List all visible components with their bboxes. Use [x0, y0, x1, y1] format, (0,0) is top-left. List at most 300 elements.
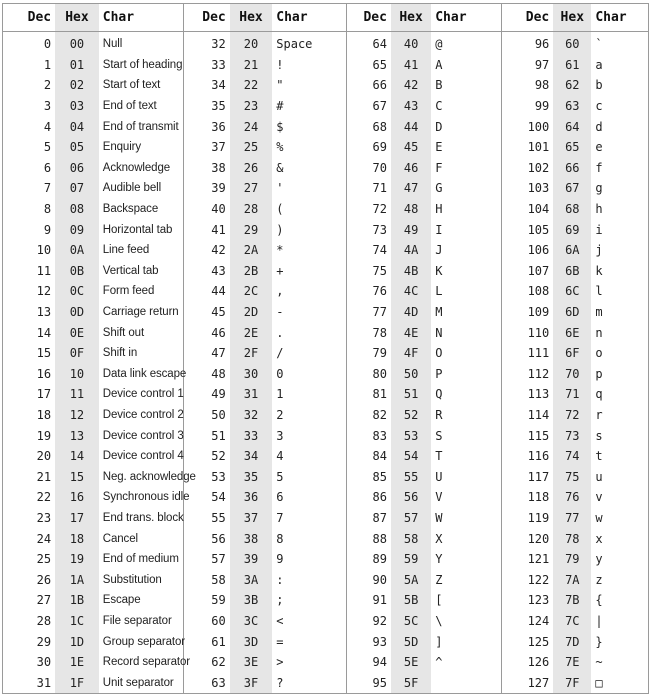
char-cell: <	[272, 611, 346, 632]
hex-cell: 15	[55, 466, 99, 487]
char-cell: o	[591, 343, 648, 364]
dec-cell: 19	[36, 428, 52, 443]
dec-cell: 9	[43, 222, 52, 237]
char-cell: Null	[99, 32, 184, 55]
table-row	[3, 569, 649, 590]
ascii-table	[2, 3, 649, 694]
hex-cell: 3E	[230, 652, 273, 673]
dec-cell: 125	[527, 634, 550, 649]
dec-cell: 102	[527, 160, 550, 175]
table-row	[3, 425, 649, 446]
hex-header: Hex	[55, 4, 99, 32]
dec-cell: 115	[527, 428, 550, 443]
char-cell: .	[272, 322, 346, 343]
hex-cell: 01	[55, 55, 99, 76]
hex-cell: 08	[55, 199, 99, 220]
char-cell: Start of heading	[99, 55, 184, 76]
dec-cell: 34	[211, 78, 226, 93]
hex-cell: 4D	[391, 302, 431, 323]
table-row	[3, 508, 649, 529]
dec-cell: 73	[372, 222, 387, 237]
hex-cell: 5A	[391, 569, 431, 590]
hex-cell: 1D	[55, 631, 99, 652]
hex-cell: 4B	[391, 261, 431, 282]
char-cell: End of transmit	[99, 116, 184, 137]
dec-cell: 80	[372, 366, 387, 381]
hex-cell: 36	[230, 487, 273, 508]
char-cell: m	[591, 302, 648, 323]
dec-cell: 8	[43, 202, 52, 217]
dec-cell: 0	[43, 37, 52, 52]
hex-cell: 51	[391, 384, 431, 405]
char-cell: 0	[272, 364, 346, 385]
hex-cell: 58	[391, 528, 431, 549]
char-cell: n	[591, 322, 648, 343]
char-cell: s	[591, 425, 648, 446]
hex-cell: 52	[391, 405, 431, 426]
table-row	[3, 116, 649, 137]
char-cell: c	[591, 96, 648, 117]
char-cell: g	[591, 178, 648, 199]
table-row	[3, 672, 649, 693]
hex-cell: 79	[553, 549, 591, 570]
char-cell: M	[431, 302, 502, 323]
dec-cell: 97	[534, 57, 550, 72]
char-cell: q	[591, 384, 648, 405]
table-row	[3, 158, 649, 179]
dec-cell: 47	[211, 346, 226, 361]
dec-cell: 17	[36, 387, 52, 402]
char-cell: f	[591, 158, 648, 179]
hex-cell: 64	[553, 116, 591, 137]
dec-cell: 56	[211, 531, 226, 546]
dec-cell: 121	[527, 552, 550, 567]
hex-cell: 09	[55, 219, 99, 240]
dec-cell: 100	[527, 119, 550, 134]
hex-cell: 27	[230, 178, 273, 199]
table-row	[3, 96, 649, 117]
dec-cell: 72	[372, 202, 387, 217]
char-cell: I	[431, 219, 502, 240]
hex-cell: 10	[55, 364, 99, 385]
char-cell: 7	[272, 508, 346, 529]
hex-cell: 4F	[391, 343, 431, 364]
hex-cell: 1F	[55, 672, 99, 693]
dec-cell: 30	[36, 655, 52, 670]
char-cell: Neg. acknowledge	[99, 466, 184, 487]
char-cell: Backspace	[99, 199, 184, 220]
dec-cell: 105	[527, 222, 550, 237]
table-row	[3, 302, 649, 323]
char-cell: r	[591, 405, 648, 426]
char-cell: z	[591, 569, 648, 590]
dec-cell: 99	[534, 99, 550, 114]
char-cell: j	[591, 240, 648, 261]
hex-cell: 63	[553, 96, 591, 117]
hex-cell: 11	[55, 384, 99, 405]
hex-cell: 22	[230, 75, 273, 96]
table-row	[3, 446, 649, 467]
dec-cell: 94	[372, 655, 387, 670]
char-cell: N	[431, 322, 502, 343]
dec-cell: 5	[43, 140, 52, 155]
char-header: Char	[431, 4, 502, 32]
dec-cell: 44	[211, 284, 226, 299]
char-cell: Cancel	[99, 528, 184, 549]
char-cell: Carriage return	[99, 302, 184, 323]
char-cell: 4	[272, 446, 346, 467]
dec-cell: 14	[36, 325, 52, 340]
hex-cell: 07	[55, 178, 99, 199]
dec-cell: 62	[211, 655, 226, 670]
dec-cell: 31	[36, 675, 52, 690]
dec-cell: 32	[211, 37, 226, 52]
char-cell: Q	[431, 384, 502, 405]
char-cell: O	[431, 343, 502, 364]
dec-cell: 101	[527, 140, 550, 155]
char-cell: Space	[272, 32, 346, 55]
dec-cell: 64	[372, 37, 387, 52]
char-cell: ]	[431, 631, 502, 652]
hex-cell: 71	[553, 384, 591, 405]
dec-cell: 110	[527, 325, 550, 340]
table-row	[3, 487, 649, 508]
char-cell: Unit separator	[99, 672, 184, 693]
dec-cell: 119	[527, 510, 550, 525]
char-cell: p	[591, 364, 648, 385]
dec-cell: 71	[372, 181, 387, 196]
dec-cell: 58	[211, 572, 226, 587]
dec-header: Dec	[184, 4, 230, 32]
char-cell: End of text	[99, 96, 184, 117]
dec-cell: 81	[372, 387, 387, 402]
table-row	[3, 343, 649, 364]
hex-cell: 30	[230, 364, 273, 385]
hex-cell: 16	[55, 487, 99, 508]
hex-cell: 6A	[553, 240, 591, 261]
char-cell: D	[431, 116, 502, 137]
hex-cell: 1C	[55, 611, 99, 632]
char-cell: )	[272, 219, 346, 240]
hex-cell: 7F	[553, 672, 591, 693]
char-cell: Data link escape	[99, 364, 184, 385]
dec-cell: 55	[211, 510, 226, 525]
dec-header: Dec	[3, 4, 56, 32]
char-cell: '	[272, 178, 346, 199]
hex-cell: 34	[230, 446, 273, 467]
char-cell: Shift in	[99, 343, 184, 364]
hex-cell: 5D	[391, 631, 431, 652]
table-row	[3, 384, 649, 405]
table-row	[3, 590, 649, 611]
dec-cell: 21	[36, 469, 52, 484]
table-row	[3, 322, 649, 343]
hex-cell: 2D	[230, 302, 273, 323]
dec-cell: 90	[372, 572, 387, 587]
dec-header: Dec	[502, 4, 554, 32]
hex-cell: 61	[553, 55, 591, 76]
char-cell: -	[272, 302, 346, 323]
dec-cell: 25	[36, 552, 52, 567]
char-cell: T	[431, 446, 502, 467]
char-cell: 3	[272, 425, 346, 446]
char-cell: i	[591, 219, 648, 240]
dec-cell: 66	[372, 78, 387, 93]
hex-cell: 37	[230, 508, 273, 529]
table-row	[3, 75, 649, 96]
hex-cell: 45	[391, 137, 431, 158]
char-cell: e	[591, 137, 648, 158]
dec-cell: 79	[372, 346, 387, 361]
char-cell: F	[431, 158, 502, 179]
hex-cell: 1B	[55, 590, 99, 611]
char-cell: `	[591, 32, 648, 55]
dec-cell: 46	[211, 325, 226, 340]
hex-cell: 19	[55, 549, 99, 570]
char-cell: Synchronous idle	[99, 487, 184, 508]
char-cell: &	[272, 158, 346, 179]
dec-cell: 112	[527, 366, 550, 381]
hex-cell: 02	[55, 75, 99, 96]
char-cell: l	[591, 281, 648, 302]
dec-cell: 96	[534, 37, 550, 52]
hex-cell: 68	[553, 199, 591, 220]
hex-cell: 60	[553, 32, 591, 55]
char-cell: End trans. block	[99, 508, 184, 529]
char-cell: K	[431, 261, 502, 282]
hex-cell: 53	[391, 425, 431, 446]
char-cell: Line feed	[99, 240, 184, 261]
hex-cell: 2F	[230, 343, 273, 364]
hex-cell: 3D	[230, 631, 273, 652]
hex-cell: 25	[230, 137, 273, 158]
dec-cell: 124	[527, 613, 550, 628]
dec-cell: 116	[527, 449, 550, 464]
table-row	[3, 528, 649, 549]
hex-cell: 65	[553, 137, 591, 158]
char-cell: h	[591, 199, 648, 220]
hex-cell: 6C	[553, 281, 591, 302]
char-cell: #	[272, 96, 346, 117]
dec-cell: 59	[211, 593, 226, 608]
dec-cell: 68	[372, 119, 387, 134]
dec-cell: 117	[527, 469, 550, 484]
hex-cell: 59	[391, 549, 431, 570]
dec-cell: 60	[211, 613, 226, 628]
char-header: Char	[272, 4, 346, 32]
char-cell: [	[431, 590, 502, 611]
hex-cell: 0C	[55, 281, 99, 302]
table-row	[3, 32, 649, 55]
hex-cell: 1E	[55, 652, 99, 673]
table-row	[3, 631, 649, 652]
dec-cell: 70	[372, 160, 387, 175]
char-cell: /	[272, 343, 346, 364]
table-header	[3, 4, 649, 32]
dec-cell: 16	[36, 366, 52, 381]
hex-cell: 6B	[553, 261, 591, 282]
hex-cell: 7E	[553, 652, 591, 673]
hex-cell: 29	[230, 219, 273, 240]
char-cell: J	[431, 240, 502, 261]
dec-cell: 123	[527, 593, 550, 608]
char-cell: +	[272, 261, 346, 282]
char-cell: 1	[272, 384, 346, 405]
hex-cell: 4C	[391, 281, 431, 302]
char-cell: ^	[431, 652, 502, 673]
table-row	[3, 240, 649, 261]
hex-cell: 42	[391, 75, 431, 96]
char-cell: b	[591, 75, 648, 96]
char-cell: Device control 2	[99, 405, 184, 426]
hex-cell: 74	[553, 446, 591, 467]
dec-cell: 111	[527, 346, 550, 361]
char-cell: L	[431, 281, 502, 302]
hex-cell: 26	[230, 158, 273, 179]
dec-cell: 12	[36, 284, 52, 299]
char-cell: End of medium	[99, 549, 184, 570]
hex-cell: 3B	[230, 590, 273, 611]
hex-cell: 00	[55, 32, 99, 55]
char-cell: ;	[272, 590, 346, 611]
char-cell: Form feed	[99, 281, 184, 302]
dec-cell: 75	[372, 263, 387, 278]
hex-cell: 76	[553, 487, 591, 508]
hex-cell: 0F	[55, 343, 99, 364]
char-cell: G	[431, 178, 502, 199]
hex-cell: 72	[553, 405, 591, 426]
char-cell: "	[272, 75, 346, 96]
hex-cell: 41	[391, 55, 431, 76]
dec-cell: 107	[527, 263, 550, 278]
hex-cell: 0D	[55, 302, 99, 323]
table-row	[3, 55, 649, 76]
hex-cell: 5E	[391, 652, 431, 673]
dec-cell: 50	[211, 407, 226, 422]
char-cell: Start of text	[99, 75, 184, 96]
hex-cell: 20	[230, 32, 273, 55]
dec-cell: 78	[372, 325, 387, 340]
char-cell: C	[431, 96, 502, 117]
hex-cell: 13	[55, 425, 99, 446]
dec-cell: 4	[43, 119, 52, 134]
hex-header: Hex	[230, 4, 273, 32]
hex-cell: 69	[553, 219, 591, 240]
dec-cell: 104	[527, 202, 550, 217]
hex-cell: 2E	[230, 322, 273, 343]
dec-cell: 48	[211, 366, 226, 381]
char-cell: ,	[272, 281, 346, 302]
dec-cell: 41	[211, 222, 226, 237]
char-cell: w	[591, 508, 648, 529]
dec-cell: 114	[527, 407, 550, 422]
table-row	[3, 364, 649, 385]
char-cell: |	[591, 611, 648, 632]
hex-cell: 4E	[391, 322, 431, 343]
dec-cell: 120	[527, 531, 550, 546]
dec-cell: 24	[36, 531, 52, 546]
char-cell: v	[591, 487, 648, 508]
char-cell: Substitution	[99, 569, 184, 590]
dec-cell: 33	[211, 57, 226, 72]
dec-cell: 27	[36, 593, 52, 608]
hex-cell: 31	[230, 384, 273, 405]
hex-cell: 06	[55, 158, 99, 179]
hex-cell: 17	[55, 508, 99, 529]
dec-cell: 6	[43, 160, 52, 175]
char-cell: *	[272, 240, 346, 261]
hex-cell: 47	[391, 178, 431, 199]
char-cell: Horizontal tab	[99, 219, 184, 240]
dec-cell: 126	[527, 655, 550, 670]
dec-cell: 54	[211, 490, 226, 505]
dec-cell: 87	[372, 510, 387, 525]
char-cell: ~	[591, 652, 648, 673]
char-cell: B	[431, 75, 502, 96]
hex-cell: 21	[230, 55, 273, 76]
dec-cell: 92	[372, 613, 387, 628]
char-cell: k	[591, 261, 648, 282]
dec-cell: 20	[36, 449, 52, 464]
hex-cell: 66	[553, 158, 591, 179]
dec-cell: 43	[211, 263, 226, 278]
hex-cell: 39	[230, 549, 273, 570]
dec-cell: 108	[527, 284, 550, 299]
dec-cell: 76	[372, 284, 387, 299]
dec-cell: 61	[211, 634, 226, 649]
char-cell: Group separator	[99, 631, 184, 652]
hex-cell: 2B	[230, 261, 273, 282]
hex-cell: 43	[391, 96, 431, 117]
hex-cell: 24	[230, 116, 273, 137]
char-header: Char	[99, 4, 184, 32]
dec-cell: 26	[36, 572, 52, 587]
hex-cell: 78	[553, 528, 591, 549]
dec-cell: 3	[43, 99, 52, 114]
dec-cell: 83	[372, 428, 387, 443]
char-cell: $	[272, 116, 346, 137]
char-cell: 8	[272, 528, 346, 549]
hex-cell: 2C	[230, 281, 273, 302]
char-cell: Y	[431, 549, 502, 570]
char-cell: Audible bell	[99, 178, 184, 199]
hex-cell: 57	[391, 508, 431, 529]
char-cell: A	[431, 55, 502, 76]
hex-cell: 04	[55, 116, 99, 137]
hex-cell: 3C	[230, 611, 273, 632]
dec-cell: 86	[372, 490, 387, 505]
table-row	[3, 281, 649, 302]
char-cell: 6	[272, 487, 346, 508]
table-row	[3, 549, 649, 570]
char-cell: E	[431, 137, 502, 158]
dec-cell: 22	[36, 490, 52, 505]
dec-cell: 84	[372, 449, 387, 464]
hex-cell: 32	[230, 405, 273, 426]
dec-cell: 28	[36, 613, 52, 628]
table-row	[3, 466, 649, 487]
char-cell: Shift out	[99, 322, 184, 343]
hex-cell: 6E	[553, 322, 591, 343]
hex-cell: 6D	[553, 302, 591, 323]
char-header: Char	[591, 4, 648, 32]
dec-cell: 45	[211, 305, 226, 320]
hex-cell: 23	[230, 96, 273, 117]
dec-cell: 109	[527, 305, 550, 320]
hex-cell: 56	[391, 487, 431, 508]
char-cell: \	[431, 611, 502, 632]
hex-cell: 38	[230, 528, 273, 549]
